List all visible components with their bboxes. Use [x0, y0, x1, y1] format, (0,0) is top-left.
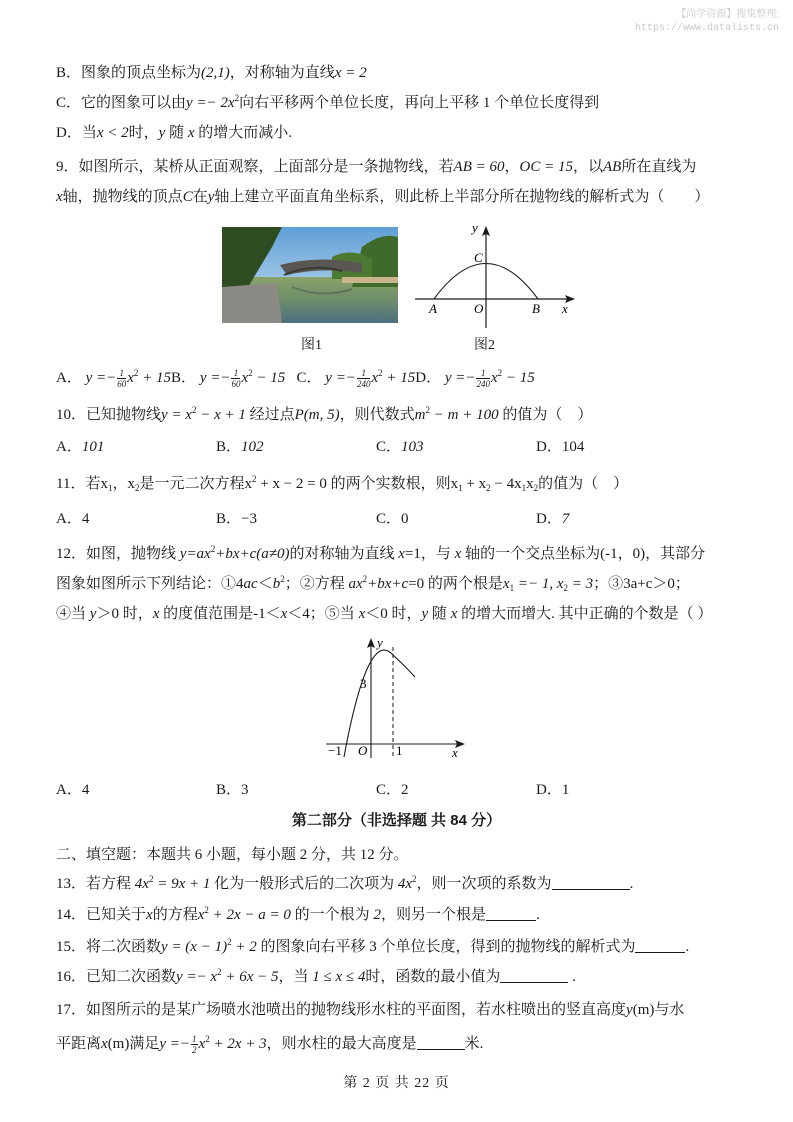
q12-stem-line2: [56, 574, 690, 594]
q9-stem-line2: [56, 187, 709, 207]
subscript: 2: [533, 483, 539, 493]
option-value: 1: [561, 782, 570, 798]
parabola-curve: [344, 650, 415, 757]
subscript: 1: [521, 483, 527, 493]
text: ，则代数式: [339, 407, 415, 423]
subscript: 1: [107, 483, 113, 493]
subscript: 1: [509, 583, 515, 593]
math: ax: [348, 576, 363, 592]
text: (m)与水: [632, 1002, 685, 1018]
option-label: A．: [56, 370, 82, 386]
math: 4x: [397, 876, 413, 892]
math: x: [371, 370, 379, 386]
denominator: 60: [117, 379, 127, 390]
subscript: 2: [486, 483, 491, 493]
label-o: O: [474, 301, 484, 316]
math: + 15: [382, 370, 416, 386]
math: x: [101, 1036, 108, 1052]
math: y =−: [199, 370, 231, 386]
option-value: 4: [81, 511, 90, 527]
q12-option-a: [56, 780, 89, 800]
subscript: 1: [458, 483, 463, 493]
figure2-diagram: [405, 220, 585, 330]
text: (m)满足: [107, 1036, 160, 1052]
option-label: B．: [216, 511, 242, 527]
math: x: [454, 546, 462, 562]
math: +bx+c: [367, 576, 409, 592]
text: ，则另一个根是: [380, 907, 486, 923]
q17-stem-line1: [56, 1000, 684, 1020]
q10-option-b: [216, 437, 264, 457]
math: x = 2: [334, 65, 367, 81]
text: 轴的一个交点坐标为(-1，0)，其部分: [461, 546, 706, 562]
option-label: D．: [536, 511, 562, 527]
label-y: y: [377, 635, 383, 650]
text: 已知抛物线: [86, 407, 162, 423]
option-value: −3: [241, 511, 257, 527]
text: 所在直线为: [621, 159, 697, 175]
q9-option-c: [296, 368, 416, 390]
fraction: [476, 368, 490, 389]
superscript: 2: [280, 574, 285, 584]
option-value: 104: [561, 439, 585, 455]
text: 时，: [128, 125, 159, 141]
text: 如图所示，某桥从正面观察，上面部分是一条抛物线，若: [78, 159, 454, 175]
q11-option-a: [56, 509, 89, 529]
math: y =−: [159, 1036, 191, 1052]
q8-option-d: [56, 123, 292, 143]
q11-stem: [56, 474, 628, 494]
superscript: 2: [252, 474, 257, 484]
option-label: B．: [216, 782, 242, 798]
option-label: D．: [536, 782, 562, 798]
question-number: 14．: [56, 907, 87, 923]
option-value: 103: [401, 439, 424, 455]
text: ＜0 时，: [365, 606, 422, 622]
superscript: 2: [425, 405, 430, 415]
fraction: [191, 1034, 198, 1055]
text: .: [535, 907, 540, 923]
text: 是一元二次方程x: [139, 476, 252, 492]
math: − x + 1: [196, 407, 246, 423]
text: =0 的两个根是: [408, 576, 503, 592]
option-label: B．: [216, 439, 242, 455]
option-label: C．: [376, 439, 402, 455]
superscript: 2: [217, 967, 222, 977]
math: + 6x − 5: [221, 969, 279, 985]
watermark-title: 【尚学资源】搜集整理:: [676, 9, 779, 20]
q10-option-c: [376, 437, 424, 457]
math: 4x: [134, 876, 149, 892]
text: ，以: [572, 159, 603, 175]
text: 的增大而增大. 其中正确的个数是（ ）: [457, 606, 713, 622]
math: y: [421, 606, 429, 622]
watermark: [635, 8, 779, 36]
math: AB = 60: [453, 159, 505, 175]
superscript: 2: [227, 937, 232, 947]
math: =− 1, x: [514, 576, 564, 592]
text: 的方程: [152, 907, 198, 923]
q12-option-c: [376, 780, 409, 800]
math: x: [241, 370, 249, 386]
text: 轴，抛物线的顶点: [62, 189, 183, 205]
text: 的度值范围是-1＜: [159, 606, 281, 622]
math: y =−: [85, 370, 117, 386]
text: 的值为（ ）: [498, 407, 593, 423]
text: 经过点: [245, 407, 295, 423]
superscript: 2: [248, 368, 253, 378]
text: 若方程: [86, 876, 135, 892]
text: 将二次函数: [86, 939, 162, 955]
math: m: [414, 407, 426, 423]
fraction: [231, 368, 240, 389]
text: 当: [81, 125, 97, 141]
numerator: 1: [192, 1034, 197, 1045]
text: .: [685, 939, 690, 955]
superscript: 2: [378, 368, 383, 378]
text: 的增大而减小.: [194, 125, 293, 141]
label-y: y: [472, 220, 478, 235]
option-value: 4: [81, 782, 90, 798]
q9-option-a: [56, 368, 172, 390]
option-label: B．: [171, 370, 197, 386]
math: x: [198, 1036, 206, 1052]
question-number: 10．: [56, 407, 87, 423]
q8-option-c: [56, 93, 599, 113]
question-number: 13．: [56, 876, 87, 892]
watermark-url: https://www.datalists.cn: [634, 23, 779, 34]
text: 的对称轴为直线: [289, 546, 399, 562]
text: 在: [192, 189, 208, 205]
math: +bx+c(a≠0): [215, 546, 290, 562]
text: 化为一般形式后的二次项为: [210, 876, 398, 892]
text: =1，与: [404, 546, 455, 562]
superscript: 2: [362, 574, 368, 584]
q12-stem-line3: [56, 604, 712, 624]
text: ＜: [257, 576, 273, 592]
q9-option-d: [415, 368, 535, 390]
numerator: 1: [117, 368, 126, 379]
superscript: 2: [133, 368, 139, 378]
text: 轴上建立平面直角坐标系，则此桥上半部分所在抛物线的解析式为（ ）: [214, 189, 710, 205]
text: 图象如图所示下列结论：①4: [56, 576, 244, 592]
question-number: 11．: [56, 476, 86, 492]
answer-blank[interactable]: [417, 1035, 465, 1050]
math: y: [207, 189, 215, 205]
label-o: O: [358, 743, 368, 758]
answer-blank[interactable]: [486, 906, 536, 921]
math: AB: [602, 159, 622, 175]
q13-stem: [56, 874, 633, 894]
q16-stem: [56, 967, 576, 987]
text: 已知二次函数: [86, 969, 177, 985]
figure2-caption: 图2: [474, 338, 495, 353]
option-label: D．: [56, 125, 82, 141]
label-b: B: [532, 301, 540, 316]
q12-stem-line1: [56, 544, 705, 564]
option-label: C．: [376, 511, 402, 527]
text: 时，函数的最小值为: [365, 969, 501, 985]
text: 已知关于: [86, 907, 147, 923]
math: = 9x + 1: [153, 876, 211, 892]
option-value: 2: [401, 782, 409, 798]
math: (2,1): [201, 65, 230, 81]
math: y =− 2x: [186, 95, 235, 111]
math: x: [398, 546, 405, 562]
superscript: 2: [412, 874, 417, 884]
text: ＜4；⑤当: [287, 606, 359, 622]
text: ，当: [278, 969, 313, 985]
text: 的值为（ ）: [538, 476, 629, 492]
option-label: D．: [415, 370, 442, 386]
q12-parabola-figure: [322, 635, 472, 760]
text: 随: [165, 125, 188, 141]
bridge-photo: [222, 227, 398, 323]
math: x: [197, 907, 205, 923]
q10-option-a: [56, 437, 104, 457]
label-x: x: [562, 301, 568, 316]
question-number: 15．: [56, 939, 87, 955]
math: y: [89, 606, 97, 622]
q11-option-c: [376, 509, 409, 529]
option-label: D．: [536, 439, 562, 455]
text: 如图，抛物线: [86, 546, 180, 562]
question-number: 9．: [56, 159, 79, 175]
text: 向右平移两个单位长度，再向上平移 1 个单位长度得到: [239, 95, 600, 111]
numerator: 1: [357, 368, 371, 379]
fraction: [357, 368, 371, 389]
numerator: 1: [231, 368, 240, 379]
option-value: 102: [241, 439, 264, 455]
subscript: 2: [563, 583, 568, 593]
denominator: 240: [356, 379, 371, 390]
math: y =−: [325, 370, 356, 386]
q11-option-b: [216, 509, 257, 529]
math: = 3: [568, 576, 594, 592]
text: ④当: [56, 606, 90, 622]
math: C: [182, 189, 193, 205]
superscript: 2: [497, 368, 503, 378]
text: 米.: [464, 1036, 484, 1052]
q9-option-b: [171, 368, 286, 390]
text: 若x: [85, 476, 108, 492]
math: x: [280, 606, 288, 622]
math: x: [187, 125, 195, 141]
superscript: 2: [148, 874, 154, 884]
denominator: 60: [231, 379, 241, 390]
numerator: 1: [476, 368, 490, 379]
q8-option-b: [56, 63, 367, 83]
superscript: 2: [204, 905, 209, 915]
text: 的图象向右平移 3 个单位长度，得到的抛物线的解析式为: [256, 939, 636, 955]
text: ；②方程: [284, 576, 349, 592]
subscript: 2: [134, 483, 140, 493]
superscript: 2: [234, 93, 240, 103]
math: − m + 100: [430, 407, 499, 423]
option-value: 0: [401, 511, 409, 527]
label-3: 3: [360, 676, 367, 691]
question-number: 16．: [56, 969, 87, 985]
text: .: [629, 876, 634, 892]
text: 图象的顶点坐标为: [81, 65, 202, 81]
math: x: [450, 606, 458, 622]
math: P(m, 5): [294, 407, 340, 423]
text: ，x: [112, 476, 135, 492]
denominator: 2: [192, 1045, 197, 1056]
math: x: [490, 370, 498, 386]
q12-option-d: [536, 780, 569, 800]
text: + x − 2 = 0 的两个实数根，则x: [256, 476, 459, 492]
part2-title: 第二部分（非选择题 共 84 分）: [291, 812, 502, 829]
q15-stem: [56, 937, 689, 957]
math: y=ax: [179, 546, 211, 562]
math: − 15: [252, 370, 286, 386]
q9-stem-line1: [56, 157, 696, 177]
text: ，则一次项的系数为: [416, 876, 552, 892]
text: 随: [428, 606, 451, 622]
superscript: 2: [210, 544, 216, 554]
math: y: [158, 125, 166, 141]
answer-blank[interactable]: [552, 875, 630, 890]
label-c: C: [474, 250, 483, 265]
math: + 15: [138, 370, 172, 386]
option-value: 3: [241, 782, 249, 798]
fraction: [117, 368, 126, 389]
text: − 4x: [490, 476, 522, 492]
math: 2: [373, 907, 381, 923]
page-footer: 第 2 页 共 22 页: [343, 1076, 450, 1091]
math: x: [56, 189, 63, 205]
q10-option-d: [536, 437, 584, 457]
text: + x: [462, 476, 487, 492]
question-number: 17．: [56, 1002, 87, 1018]
math: x: [127, 370, 134, 386]
math: y =−: [444, 370, 476, 386]
math: − 15: [502, 370, 535, 386]
option-value: 101: [81, 439, 105, 455]
label-minus-1: −1: [328, 743, 342, 758]
math: y = (x − 1): [161, 939, 228, 955]
q11-option-d: [536, 509, 569, 529]
text: .: [568, 969, 576, 985]
superscript: 2: [191, 405, 197, 415]
option-label: A．: [56, 511, 82, 527]
q10-stem: [56, 405, 592, 425]
q14-stem: [56, 905, 540, 925]
math: x: [358, 606, 366, 622]
math: x: [152, 606, 160, 622]
answer-blank[interactable]: [500, 968, 568, 983]
math: x: [146, 907, 153, 923]
text: x: [526, 476, 534, 492]
text: ，对称轴为直线: [229, 65, 335, 81]
text: ，: [504, 159, 520, 175]
q17-stem-line2: [56, 1034, 483, 1055]
q12-option-b: [216, 780, 249, 800]
answer-blank[interactable]: [635, 938, 685, 953]
text: 它的图象可以由: [81, 95, 187, 111]
math: ac: [243, 576, 258, 592]
section-fill-in-blank: 二、填空题：本题共 6 小题，每小题 2 分，共 12 分。: [56, 847, 409, 863]
math: x < 2: [96, 125, 129, 141]
option-label: C．: [56, 95, 82, 111]
math: + 2x − a = 0: [208, 907, 291, 923]
math: 1 ≤ x ≤ 4: [312, 969, 366, 985]
text: ，则水柱的最大高度是: [266, 1036, 417, 1052]
option-label: C．: [296, 370, 322, 386]
option-label: A．: [56, 439, 82, 455]
option-label: C．: [376, 782, 402, 798]
math: y =− x: [176, 969, 218, 985]
math: x: [502, 576, 510, 592]
math: OC = 15: [519, 159, 573, 175]
math: + 2x + 3: [209, 1036, 267, 1052]
text: 平距离: [56, 1036, 102, 1052]
denominator: 240: [476, 379, 490, 390]
label-a: A: [429, 301, 437, 316]
text: 如图所示的是某广场喷水池喷出的抛物线形水柱的平面图，若水柱喷出的竖直高度: [86, 1002, 627, 1018]
superscript: 2: [205, 1034, 210, 1044]
math: y = x: [161, 407, 192, 423]
question-number: 12．: [56, 546, 87, 562]
label-x: x: [452, 745, 458, 760]
option-label: A．: [56, 782, 82, 798]
text: ＞0 时，: [96, 606, 153, 622]
option-label: B．: [56, 65, 82, 81]
math: y: [626, 1002, 633, 1018]
q9-options: [56, 368, 535, 389]
text: ；③3a+c＞0；: [593, 576, 690, 592]
math: + 2: [231, 939, 257, 955]
text: 的一个根为: [290, 907, 374, 923]
math: b: [272, 576, 281, 592]
label-1: 1: [396, 743, 403, 758]
figure1-caption: 图1: [301, 338, 322, 353]
option-value: 7: [561, 511, 570, 527]
